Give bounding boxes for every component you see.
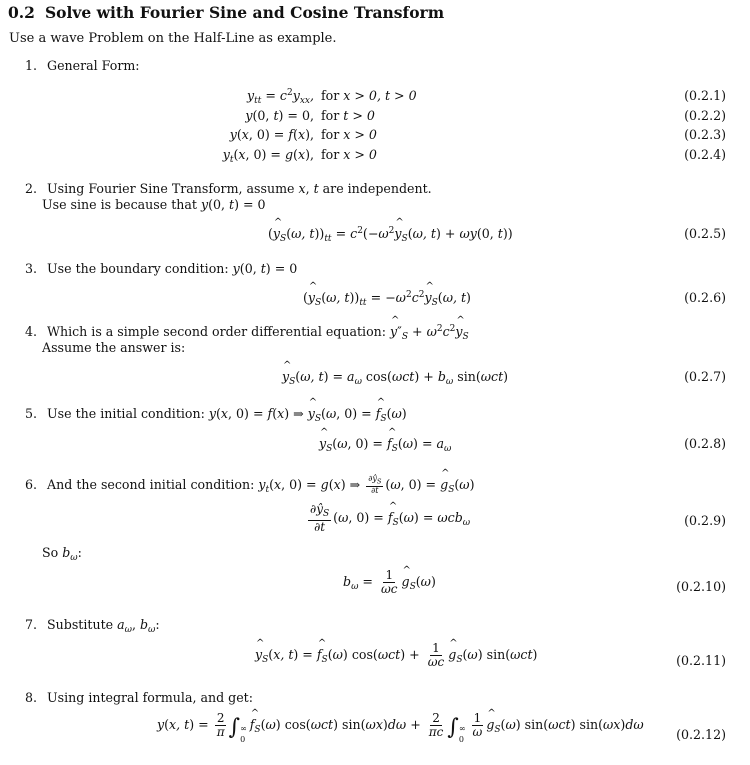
equation-0-2-12: y(x, t) = $\frac{2}{\pi}$ ∫ ∞ 0 ^ $f_S(\omega)$ cos(ωct) sin(ωx)dω + $\frac{2}{\pi c}$ ∫ ∞ 0 $\frac{1}{\omega}$ ^ $g_S(\omega)$ sin(ωct) sin(ωx)dω [157, 712, 644, 745]
item-marker: 7. [25, 617, 38, 632]
eq-number: (0.2.1) [684, 88, 726, 103]
item-text: Using Fourier Sine Transform, assume x, t are independent. [47, 181, 432, 196]
system-row-3-lhs: y(x, 0) = f(x), [229, 127, 314, 142]
item-text: Substitute $a_\omega$, $b_\omega$: [47, 617, 160, 635]
item-4-line-2: Assume the answer is: [42, 340, 186, 355]
section-number: 0.2 [8, 3, 35, 22]
intro-text: Use a wave Problem on the Half-Line as example. [9, 31, 337, 46]
eq-number: (0.2.9) [684, 513, 726, 528]
item-marker: 8. [25, 690, 38, 705]
item-marker: 5. [25, 406, 38, 421]
equation-0-2-11: ^ $y_S(x$, t) = ^ $f_S(\omega) \cos(\omega ct)$ + $\frac{1}{\omega c}$ ^ $g_S(\omega)$ sin(ωct) [255, 642, 537, 669]
item-3 [25, 261, 297, 276]
equation-0-2-5: (^ $y_S(\omega$, $t))_{tt}$ = $c^2(-\omega^2\^{}$ $y_S(\omega$, t) + ωy(0, t)) [268, 226, 513, 244]
item-5 [25, 406, 407, 424]
equation-0-2-6: (^ $y_S(\omega$, $t))_{tt}$ = $-\omega^2c^2\^{}$ $y_S(\omega$, t) [303, 290, 471, 308]
item-2-line-2: Use sine is because that y(0, t) = 0 [42, 197, 266, 212]
item-marker: 4. [25, 324, 38, 339]
system-row-1-cond: for x > 0, t > 0 [321, 88, 417, 103]
item-7 [25, 617, 160, 635]
item-text: Use the boundary condition: y(0, t) = 0 [47, 261, 298, 276]
item-marker: 6. [25, 476, 38, 492]
item-marker: 1. [25, 58, 38, 73]
item-text: And the second initial condition: $y_t(x$, 0) = g(x) ⇒ $\frac{\partial ŷ_S}{\partial t}$ (ω, 0) = ^ $g_S(\omega)$ [47, 477, 474, 492]
system-row-4-cond: for x > 0 [321, 147, 377, 162]
item-text: Use the initial condition: y(x, 0) = f(x) ⇒ ^ $y_S(\omega$, 0) = ^ $f_S(\omega)$ [47, 406, 407, 421]
eq-number: (0.2.11) [676, 653, 726, 668]
eq-number: (0.2.8) [684, 436, 726, 451]
system-row-2-lhs: y(0, t) = 0, [245, 108, 314, 123]
eq-number: (0.2.6) [684, 290, 726, 305]
system-row-2-cond: for t > 0 [321, 108, 375, 123]
item-8 [25, 690, 253, 705]
item-text: Using integral formula, and get: [47, 690, 253, 705]
eq-number: (0.2.10) [676, 579, 726, 594]
eq-number: (0.2.4) [684, 147, 726, 162]
item-marker: 2. [25, 181, 38, 196]
equation-0-2-9: $\frac{\partial ŷ_S}{\partial t}$ (ω, 0) = ^ $f_S(\omega) = \omega cb_\omega$ [306, 503, 470, 534]
eq-number: (0.2.5) [684, 226, 726, 241]
item-2 [25, 181, 432, 196]
equation-0-2-8: ^ $y_S(\omega$, 0) = ^ $f_S(\omega) = a_\omega$ [319, 436, 451, 454]
section-heading [8, 3, 444, 22]
item-marker: 3. [25, 261, 38, 276]
system-row-1-lhs: $y_{tt} = c^2y_{xx}$, [246, 88, 314, 106]
eq-number: (0.2.12) [676, 727, 726, 742]
equation-0-2-7: ^ $y_S(\omega$, $t) = a_\omega$ $\cos(\omega ct) + b_\omega$ sin(ωct) [282, 369, 508, 387]
eq-number: (0.2.2) [684, 108, 726, 123]
system-row-3-cond: for x > 0 [321, 127, 377, 142]
so-label: So $b_\omega$: [42, 545, 82, 563]
item-6 [25, 475, 474, 496]
system-row-4-lhs: $y_t(x$, 0) = g(x), [222, 147, 314, 165]
eq-number: (0.2.3) [684, 127, 726, 142]
item-text: General Form: [47, 58, 140, 73]
equation-0-2-10: $b_\omega$ = $\frac{1}{\omega c}$ ^ $g_S(\omega)$ [343, 569, 436, 596]
item-text: Which is a simple second order differential equation: ^ $y''_S$ + $\omega^2c^2\^{}$ $y_S$ [47, 324, 469, 339]
section-title: Solve with Fourier Sine and Cosine Transform [44, 3, 445, 22]
eq-number: (0.2.7) [684, 369, 726, 384]
item-1 [25, 58, 140, 73]
